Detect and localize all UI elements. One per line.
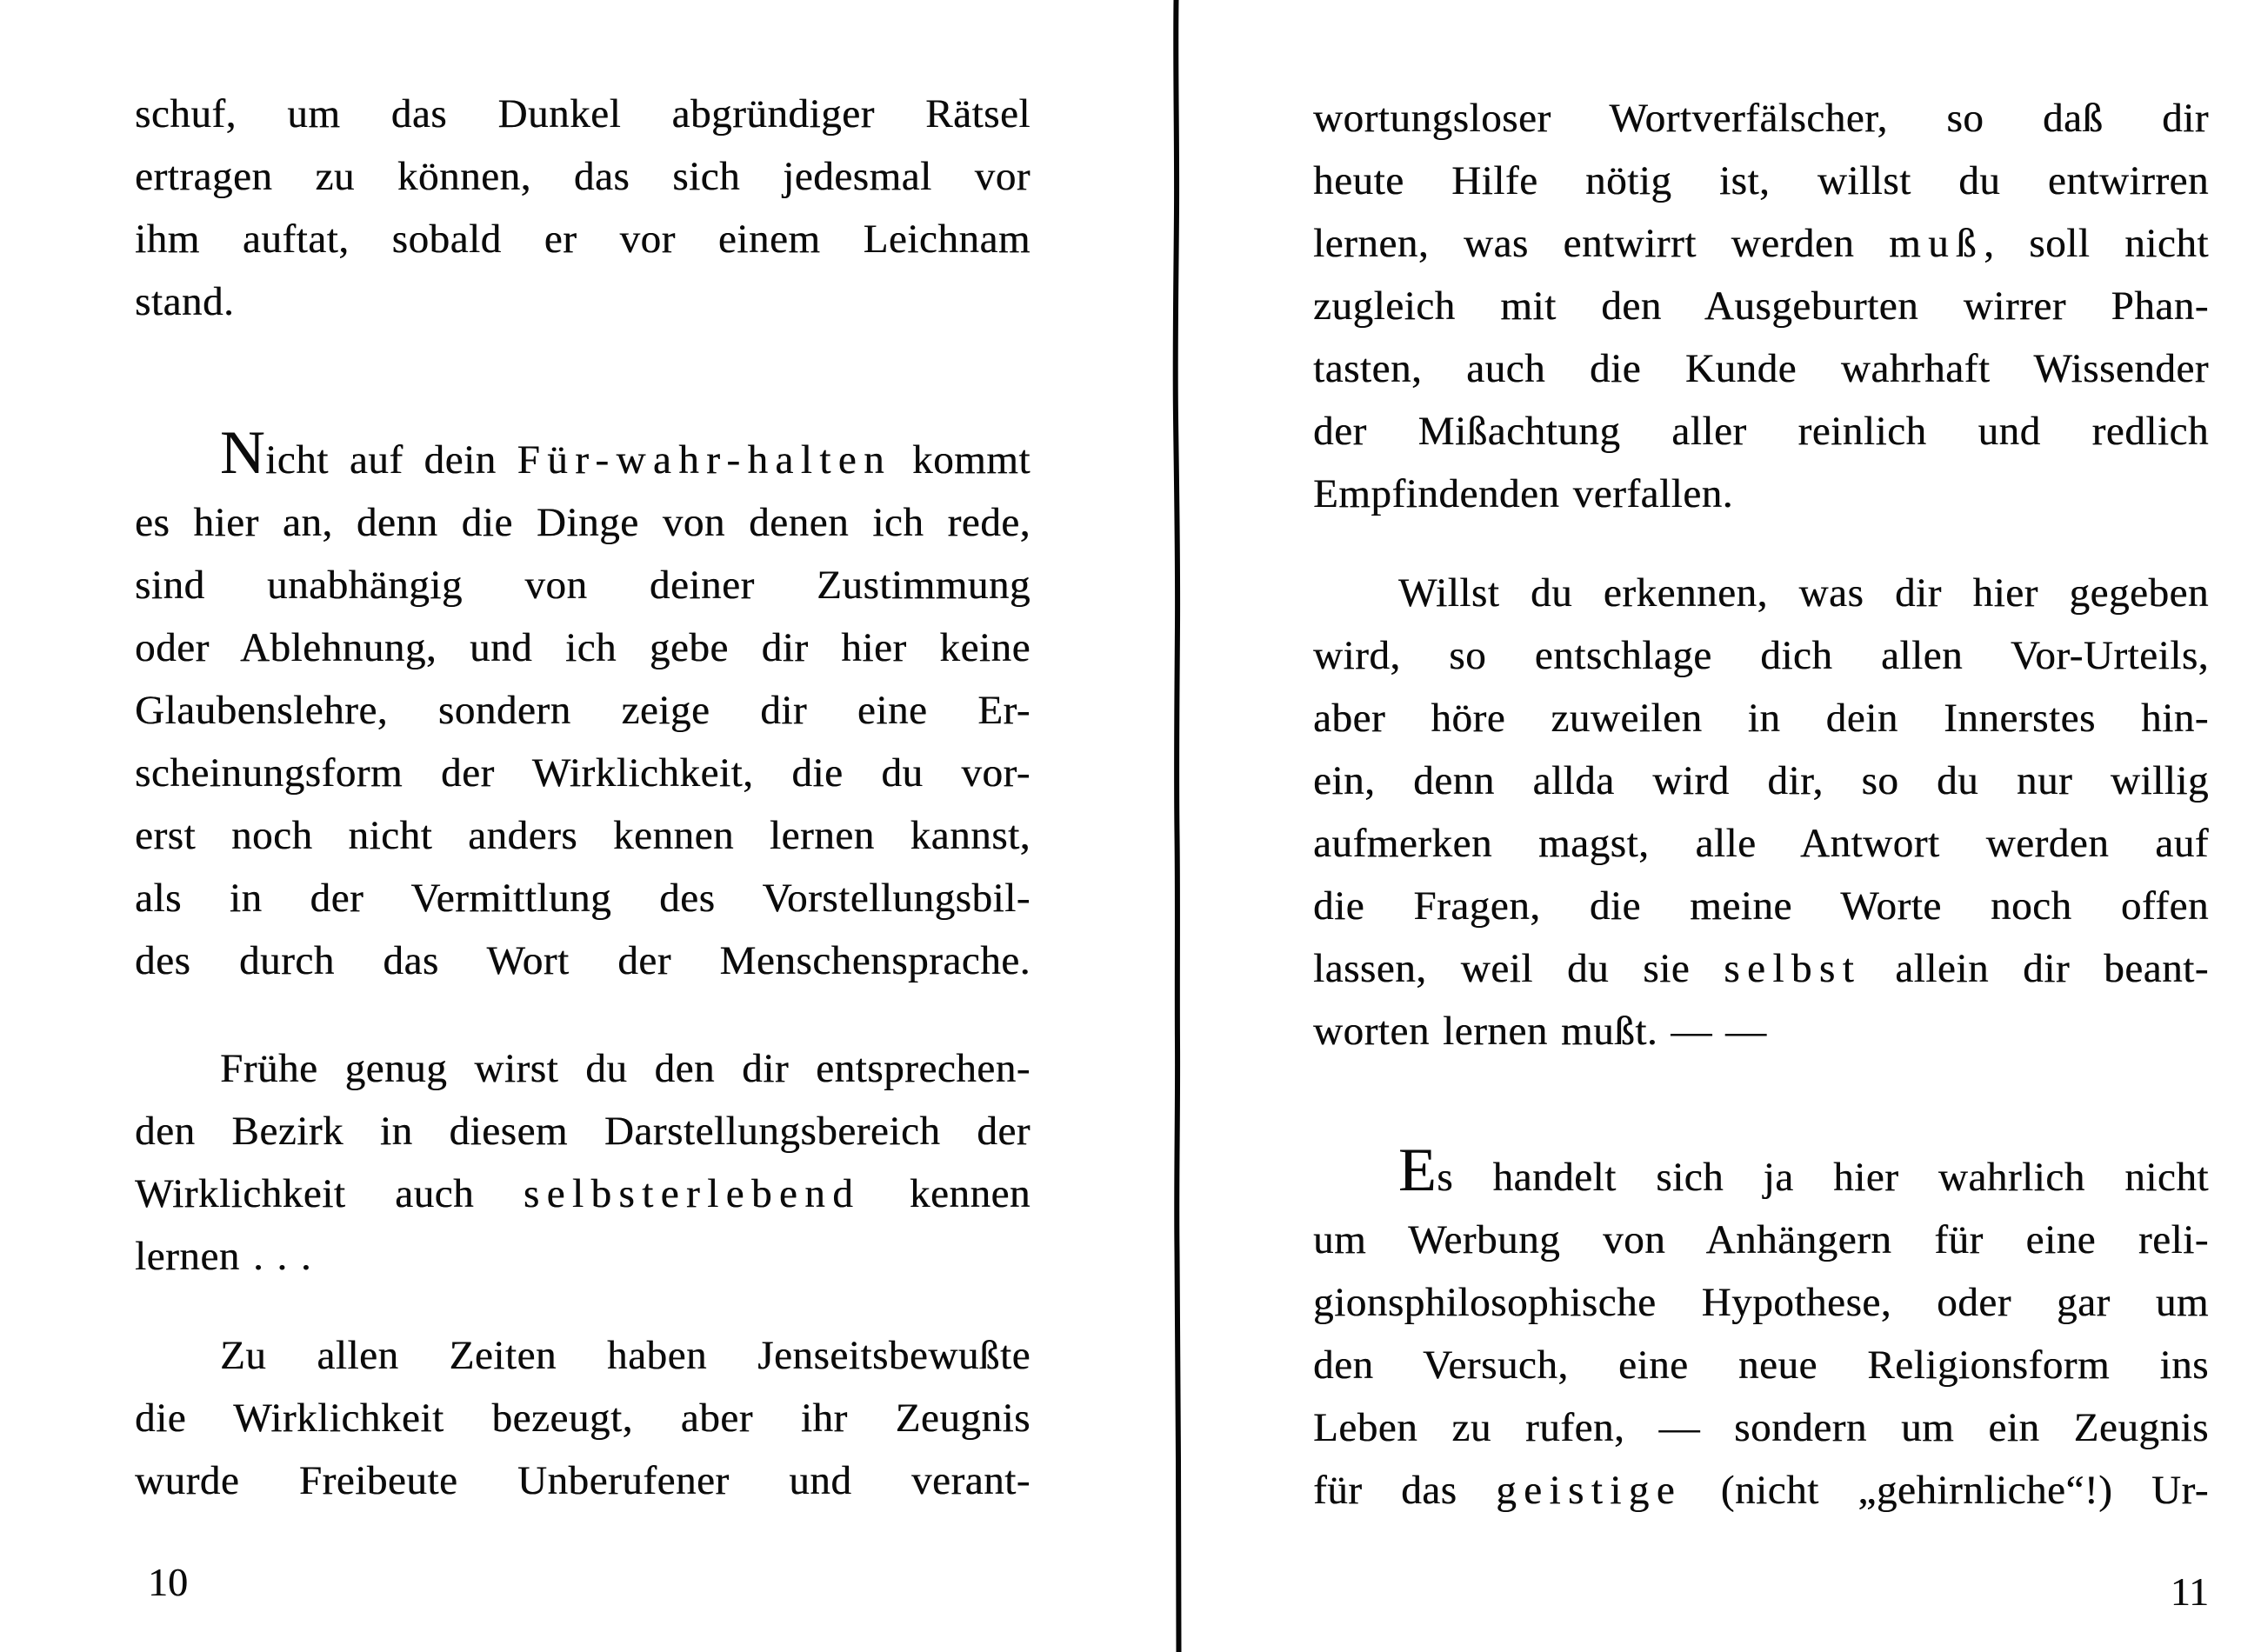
text-line: ein, denn allda wird dir, so du nur willig xyxy=(1313,758,2209,803)
text-line: der Mißachtung aller reinlich und redlich xyxy=(1313,409,2209,454)
text-line: wortungsloser Wortverfälscher, so daß dir xyxy=(1313,96,2209,141)
text-line: worten lernen mußt. — — xyxy=(1313,1009,1767,1054)
letterspaced-word: selbst xyxy=(1724,946,1862,991)
text-line: ihm auftat, sobald er vor einem Leichnam xyxy=(135,216,1030,262)
text-line: es hier an, denn die Dinge von denen ich rede, xyxy=(135,500,1030,545)
letterspaced-word: muß xyxy=(1889,221,1984,266)
letterspaced-word: geistige xyxy=(1496,1468,1683,1513)
text-line: die Wirklichkeit bezeugt, aber ihr Zeugnis xyxy=(135,1396,1030,1441)
text-line: lernen, was entwirrt werden muß, soll nicht xyxy=(1313,221,2209,266)
text-line: Willst du erkennen, was dir hier gegeben xyxy=(1398,570,2209,616)
text-line: den Versuch, eine neue Religionsform ins xyxy=(1313,1342,2209,1388)
text-line: aufmerken magst, alle Antwort werden auf xyxy=(1313,821,2209,866)
textblock-left xyxy=(135,83,1030,1512)
paragraph xyxy=(1313,562,2209,1062)
paragraph xyxy=(135,1037,1030,1288)
paragraph xyxy=(1313,1136,2209,1522)
page-number-right: 11 xyxy=(2170,1569,2209,1614)
text-line: stand. xyxy=(135,279,235,324)
text-line: um Werbung von Anhängern für eine reli- xyxy=(1313,1217,2209,1262)
text-line: des durch das Wort der Menschensprache. xyxy=(135,938,1030,983)
text-line: lassen, weil du sie selbst allein dir beant- xyxy=(1313,946,2209,991)
text-line: aber höre zuweilen in dein Innerstes hin- xyxy=(1313,696,2209,741)
text-line: Leben zu rufen, — sondern um ein Zeugnis xyxy=(1313,1405,2209,1450)
text-line: zugleich mit den Ausgeburten wirrer Phan- xyxy=(1313,283,2209,329)
text-line: wird, so entschlage dich allen Vor-Urteils, xyxy=(1313,633,2209,678)
paragraph-initial: N xyxy=(220,418,266,487)
letterspaced-word: selbsterlebend xyxy=(523,1171,861,1216)
text-line: Empfindenden verfallen. xyxy=(1313,471,1733,516)
page-number-left: 10 xyxy=(148,1560,188,1604)
paragraph-initial: E xyxy=(1398,1136,1437,1204)
right-page xyxy=(1179,0,2261,1652)
text-line: Wirklichkeit auch selbsterlebend kennen xyxy=(135,1171,1030,1216)
paragraph xyxy=(1313,87,2209,525)
paragraph xyxy=(135,418,1030,992)
letterspaced-word: Für-wahr-halten xyxy=(517,437,892,483)
text-line: lernen . . . xyxy=(135,1234,312,1279)
text-line: tasten, auch die Kunde wahrhaft Wissender xyxy=(1313,346,2209,391)
textblock-right xyxy=(1313,87,2209,1522)
text-line: ertragen zu können, das sich jedesmal vor xyxy=(135,154,1030,199)
paragraph xyxy=(135,1324,1030,1512)
text-line: Es handelt sich ja hier wahrlich nicht xyxy=(1398,1136,2209,1204)
text-line: als in der Vermittlung des Vorstellungsbil- xyxy=(135,876,1030,921)
text-line: den Bezirk in diesem Darstellungsbereich der xyxy=(135,1109,1030,1154)
text-line: Nicht auf dein Für-wahr-halten kommt xyxy=(220,418,1030,487)
text-line: gionsphilosophische Hypothese, oder gar um xyxy=(1313,1280,2209,1325)
text-line: Glaubenslehre, sondern zeige dir eine Er- xyxy=(135,688,1030,733)
text-line: die Fragen, die meine Worte noch offen xyxy=(1313,883,2209,929)
text-line: Zu allen Zeiten haben Jenseitsbewußte xyxy=(220,1333,1030,1378)
text-line: schuf, um das Dunkel abgründiger Rätsel xyxy=(135,91,1030,137)
text-line: für das geistige (nicht „gehirnliche“!) Ur- xyxy=(1313,1468,2209,1513)
text-line: erst noch nicht anders kennen lernen kannst, xyxy=(135,813,1030,858)
text-line: heute Hilfe nötig ist, willst du entwirren xyxy=(1313,158,2209,203)
text-line: Frühe genug wirst du den dir entsprechen- xyxy=(220,1046,1030,1091)
text-line: sind unabhängig von deiner Zustimmung xyxy=(135,563,1030,608)
text-line: scheinungsform der Wirklichkeit, die du vor- xyxy=(135,750,1030,796)
text-line: oder Ablehnung, und ich gebe dir hier keine xyxy=(135,625,1030,670)
paragraph xyxy=(135,83,1030,333)
text-line: wurde Freibeute Unberufener und verant- xyxy=(135,1458,1030,1503)
